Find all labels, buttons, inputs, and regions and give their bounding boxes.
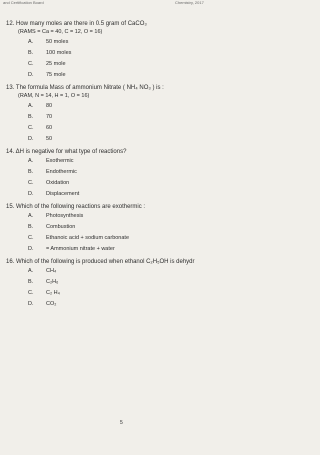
option-letter: A. xyxy=(28,39,34,45)
option-letter: C. xyxy=(28,290,34,296)
option-text: Displacement xyxy=(46,191,80,197)
option-letter: A. xyxy=(28,268,34,274)
option-text: C₂H₆ xyxy=(46,279,59,285)
option-c xyxy=(0,233,256,244)
option-d xyxy=(0,299,256,310)
option-letter: B. xyxy=(28,224,34,230)
option-a xyxy=(0,37,256,48)
question-stem: 13. The formula Mass of ammonium Nitrate ( NH₄ NO₃ ) is : xyxy=(6,85,164,91)
page-number: 5 xyxy=(120,420,123,426)
question-16 xyxy=(0,258,256,310)
option-letter: D. xyxy=(28,301,34,307)
option-letter: B. xyxy=(28,114,34,120)
option-text: 100 moles xyxy=(46,50,72,56)
question-13 xyxy=(0,84,256,145)
question-stem: 16. Which of the following is produced when ethanol C₂H₅OH is dehydr xyxy=(6,259,195,265)
option-d xyxy=(0,189,256,200)
option-letter: B. xyxy=(28,50,34,56)
option-letter: D. xyxy=(28,72,34,78)
option-d xyxy=(0,70,256,81)
option-letter: C. xyxy=(28,180,34,186)
option-b xyxy=(0,48,256,59)
option-text: 25 mole xyxy=(46,61,66,67)
option-letter: D. xyxy=(28,191,34,197)
header-subject-year: Chemistry, 2017 xyxy=(175,0,204,5)
question-note: (RAMS = Ca = 40, C = 12, O = 16) xyxy=(18,29,103,35)
option-c xyxy=(0,59,256,70)
option-text: Photosynthesis xyxy=(46,213,84,219)
option-text: 80 xyxy=(46,103,53,109)
question-stem: 14. ΔH is negative for what type of reactions? xyxy=(6,149,127,155)
option-text: = Ammonium nitrate + water xyxy=(46,246,115,252)
option-a xyxy=(0,266,256,277)
question-note: (RAM, N = 14, H = 1, O = 16) xyxy=(18,93,90,99)
option-letter: A. xyxy=(28,158,34,164)
option-text: CH₄ xyxy=(46,268,57,274)
option-letter: A. xyxy=(28,213,34,219)
option-letter: B. xyxy=(28,169,34,175)
option-text: 75 mole xyxy=(46,72,66,78)
option-a xyxy=(0,101,256,112)
option-letter: C. xyxy=(28,61,34,67)
option-b xyxy=(0,222,256,233)
option-a xyxy=(0,156,256,167)
option-d xyxy=(0,244,256,255)
option-a xyxy=(0,211,256,222)
option-letter: D. xyxy=(28,246,34,252)
question-14 xyxy=(0,148,256,200)
option-text: 60 xyxy=(46,125,53,131)
question-stem: 12. How many moles are there in 0.5 gram of CaCO₃ xyxy=(6,21,147,27)
option-text: CO₂ xyxy=(46,301,57,307)
option-b xyxy=(0,277,256,288)
option-text: Endothermic xyxy=(46,169,77,175)
option-text: Exothermic xyxy=(46,158,74,164)
option-letter: C. xyxy=(28,235,34,241)
option-text: 50 xyxy=(46,136,53,142)
option-d xyxy=(0,134,256,145)
option-letter: C. xyxy=(28,125,34,131)
option-text: Oxidation xyxy=(46,180,70,186)
option-letter: A. xyxy=(28,103,34,109)
option-b xyxy=(0,167,256,178)
option-text: C₂ H₄ xyxy=(46,290,60,296)
option-c xyxy=(0,288,256,299)
question-12 xyxy=(0,20,256,81)
option-letter: D. xyxy=(28,136,34,142)
question-15 xyxy=(0,203,256,255)
option-text: 50 moles xyxy=(46,39,69,45)
header-board-name: and Certification Board xyxy=(3,0,44,5)
option-text: Combustion xyxy=(46,224,76,230)
option-letter: B. xyxy=(28,279,34,285)
option-b xyxy=(0,112,256,123)
option-text: Ethanoic acid + sodium carbonate xyxy=(46,235,130,241)
option-c xyxy=(0,178,256,189)
question-list xyxy=(0,20,256,310)
question-stem: 15. Which of the following reactions are exothermic : xyxy=(6,204,146,210)
option-text: 70 xyxy=(46,114,53,120)
option-c xyxy=(0,123,256,134)
